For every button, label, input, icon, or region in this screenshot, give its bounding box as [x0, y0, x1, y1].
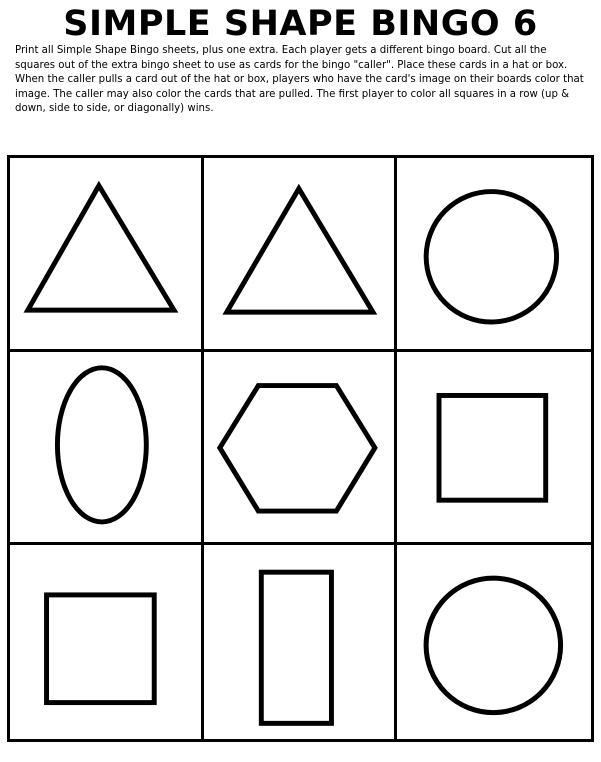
bingo-cell-square — [397, 352, 591, 546]
circle-icon — [397, 545, 591, 739]
bingo-cell-square — [10, 545, 204, 739]
circle-icon — [397, 158, 591, 349]
bingo-board — [7, 155, 594, 742]
triangle-icon — [204, 158, 395, 349]
bingo-cell-circle — [397, 545, 591, 739]
instructions-text: Print all Simple Shape Bingo sheets, plus one extra. Each player gets a different bingo board. Cut all the squares out of the extra bingo sheet to use as cards for the bingo "caller". Place these cards in a hat or box. When the caller pulls a card out of the hat or box, players who have the card's image on their boards color that image. The caller may also color the cards that are pulled. The first player to color all squares in a row (up & down, side to side, or diagonally) wins. — [15, 45, 584, 115]
bingo-cell-rectangle — [204, 545, 398, 739]
bingo-cell-hexagon — [204, 352, 398, 546]
bingo-cell-triangle — [10, 158, 204, 352]
oval-icon — [10, 352, 201, 543]
page-title: SIMPLE SHAPE BINGO 6 — [63, 4, 538, 44]
bingo-cell-oval — [10, 352, 204, 546]
square-icon — [10, 545, 201, 739]
square-icon — [397, 352, 591, 543]
triangle-icon — [10, 158, 201, 349]
hexagon-icon — [204, 352, 395, 543]
rectangle-icon — [204, 545, 395, 739]
bingo-cell-circle — [397, 158, 591, 352]
bingo-cell-triangle — [204, 158, 398, 352]
